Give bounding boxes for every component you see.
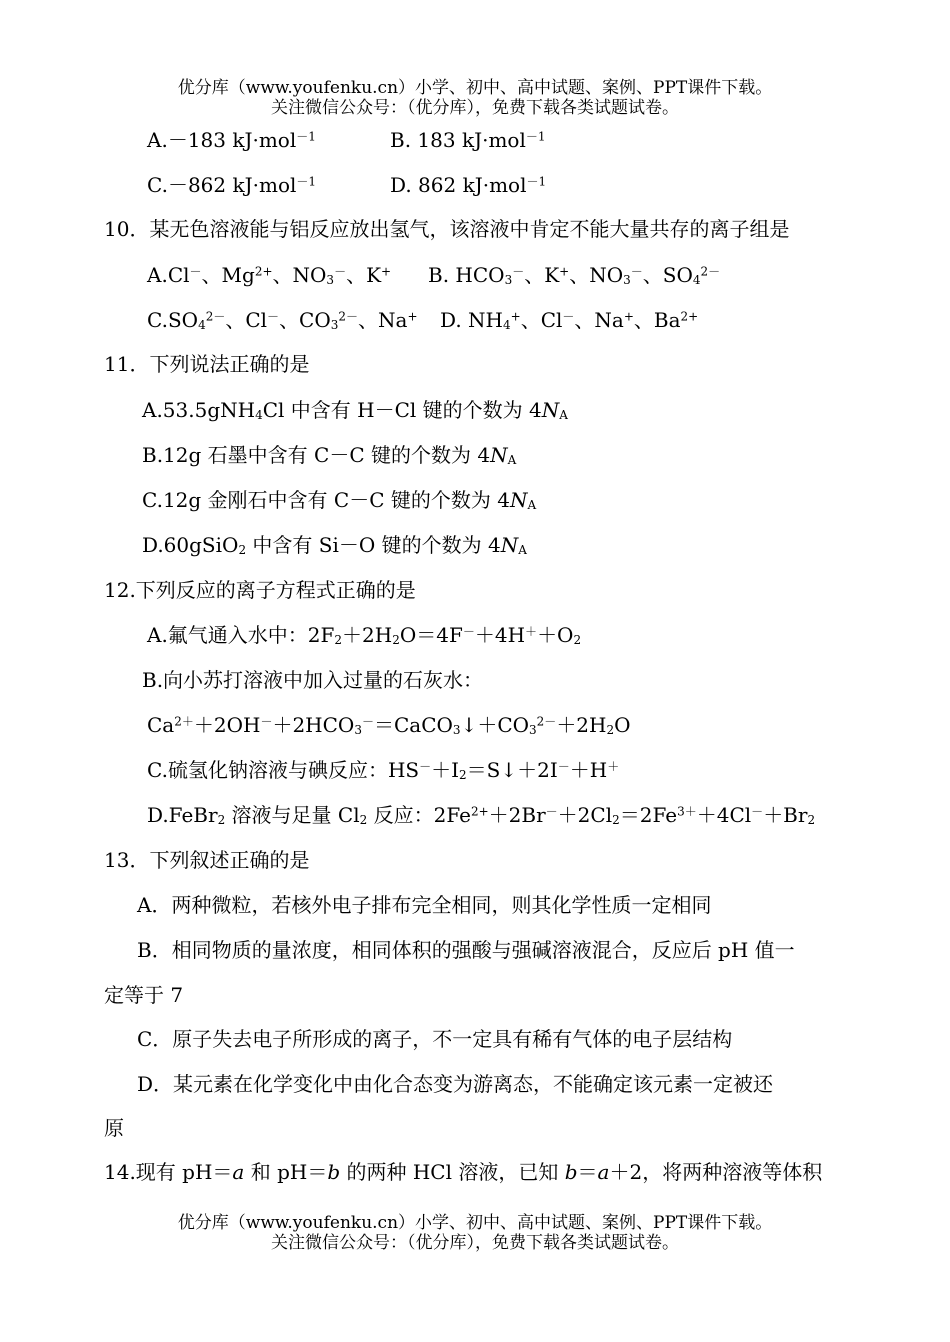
q13-option-d: D．某元素在化学变化中由化合态变为游离态，不能确定该元素一定被还 — [137, 1072, 774, 1096]
footer-line-1: 优分库（www.youfenku.cn）小学、初中、高中试题、案例、PPT课件下载。 — [177, 1213, 773, 1233]
q11-option-b: B.12g 石墨中含有 C－C 键的个数为 $4N_A$ — [142, 443, 517, 467]
q13-stem: 13．下列叙述正确的是 — [104, 848, 310, 872]
q10-option-a: A.Cl－、$Mg^{2+}$、$NO_3^-$、K+ — [147, 263, 392, 287]
q11-stem: 11．下列说法正确的是 — [104, 352, 310, 376]
q14-stem: 14.现有 pH＝a 和 pH＝b 的两种 HCl 溶液，已知 b＝a＋2，将两种溶液等体积 — [104, 1160, 823, 1184]
q13-option-b: B．相同物质的量浓度，相同体积的强酸与强碱溶液混合，反应后 pH 值一 — [137, 938, 795, 962]
q10-stem: 10．某无色溶液能与铝反应放出氢气，该溶液中肯定不能大量共存的离子组是 — [104, 217, 790, 241]
q12-option-b-equation: $Ca^{2+}+2OH^-+2HCO_3^-=CaCO_3↓+CO_3^{2-}+2H_2O$ — [147, 713, 631, 737]
q11-option-c: C.12g 金刚石中含有 C－C 键的个数为 $4N_A$ — [142, 488, 537, 512]
q13-option-a: A．两种微粒，若核外电子排布完全相同，则其化学性质一定相同 — [137, 893, 712, 917]
q10-option-d: D. $NH_4^+$、Cl－、Na+、$Ba^{2+}$ — [440, 308, 699, 332]
q9-option-a: A.－183 kJ·mol$^{-1}$ — [147, 128, 316, 152]
q9-option-b: B. 183 kJ·mol$^{-1}$ — [390, 128, 546, 152]
q11-option-a: A.53.5gNH$_4$Cl 中含有 H－Cl 键的个数为 $4N_A$ — [142, 398, 568, 422]
q13-option-b-cont: 定等于 7 — [104, 983, 184, 1007]
header-line-2: 关注微信公众号：（优分库），免费下载各类试题试卷。 — [271, 98, 679, 118]
q10-option-c: $C.SO_4^{2-}$、Cl－、$CO_3^{2-}$、Na+ — [147, 308, 418, 332]
header-line-1: 优分库（www.youfenku.cn）小学、初中、高中试题、案例、PPT课件下载。 — [177, 78, 773, 98]
q13-option-d-cont: 原 — [104, 1116, 124, 1140]
q13-option-c: C．原子失去电子所形成的离子，不一定具有稀有气体的电子层结构 — [137, 1027, 733, 1051]
q9-option-c: C.－862 kJ·mol$^{-1}$ — [147, 173, 317, 197]
q12-stem: 12.下列反应的离子方程式正确的是 — [104, 578, 416, 602]
q12-option-d: D.FeBr$_2$ 溶液与足量 $Cl_2$ 反应：$2Fe^{2+}+2Br^-+2Cl_2=2Fe^{3+}+4Cl^-+Br_2$ — [147, 803, 816, 827]
q12-option-b: B.向小苏打溶液中加入过量的石灰水： — [142, 668, 484, 692]
q12-option-c: C.硫氢化钠溶液与碘反应：$HS^-+I_2=S↓+2I^-+H^+$ — [147, 758, 620, 782]
q10-option-b: B. $HCO_3^-$、K+、$NO_3^-$、$SO_4^{2-}$ — [428, 263, 721, 287]
q11-option-d: D.60gSiO$_2$ 中含有 Si－O 键的个数为 $4N_A$ — [142, 533, 527, 557]
q12-option-a: A.氟气通入水中：$2F_2+2H_2O=4F^-+4H^++O_2$ — [147, 623, 582, 647]
footer-line-2: 关注微信公众号：（优分库），免费下载各类试题试卷。 — [271, 1233, 679, 1253]
q9-option-d: D. 862 kJ·mol$^{-1}$ — [390, 173, 547, 197]
